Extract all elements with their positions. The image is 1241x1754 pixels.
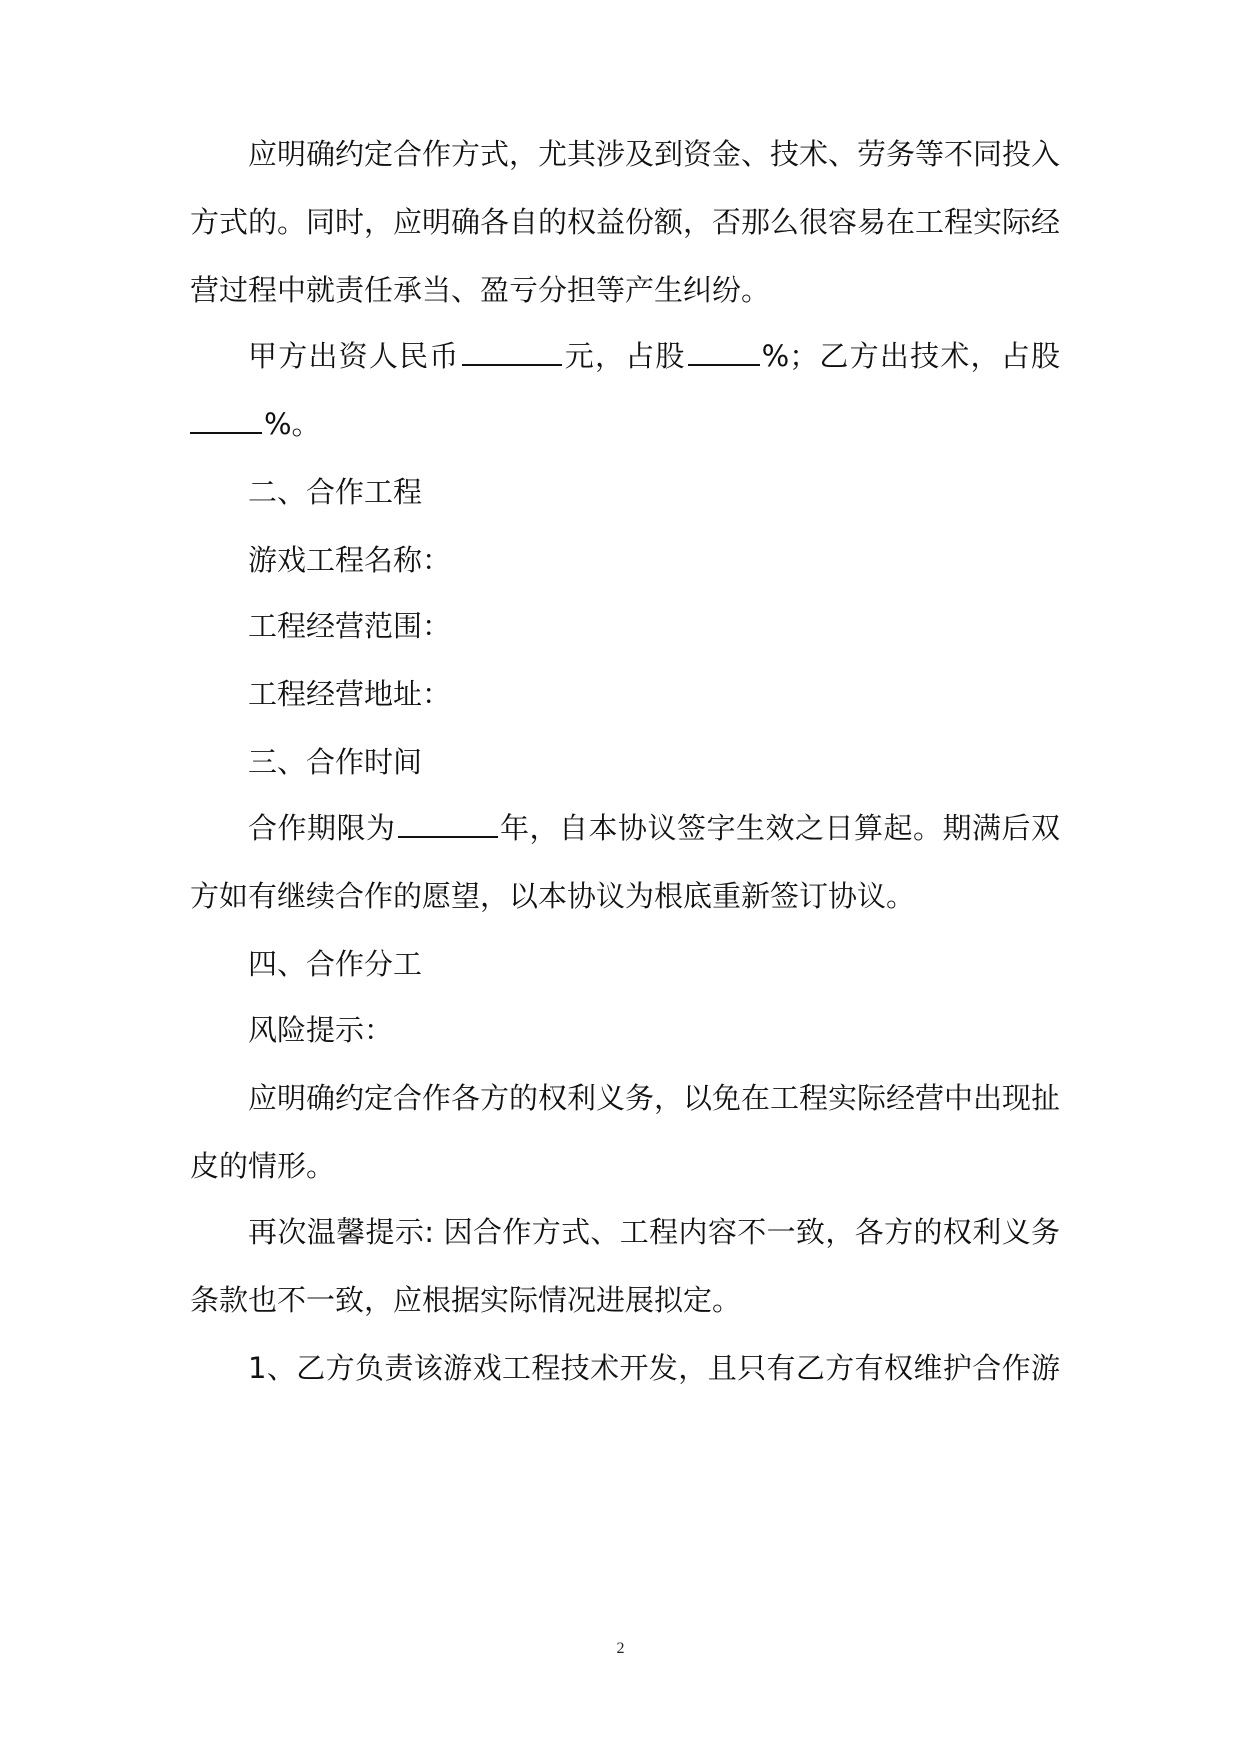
- years-blank: [398, 808, 498, 838]
- term-text-a: 合作期限为: [248, 811, 396, 845]
- section-heading: 四、合作分工: [248, 947, 423, 981]
- field-label-business-scope: 工程经营范围：: [248, 609, 452, 643]
- amount-blank: [462, 336, 562, 366]
- section-heading: 二、合作工程: [248, 475, 423, 509]
- paragraph-line: 皮的情形。: [190, 1149, 336, 1183]
- share-blank-b: [190, 404, 262, 434]
- paragraph-line: 方如有继续合作的愿望，以本协议为根底重新签订协议。: [190, 879, 916, 913]
- paragraph-line: 1、乙方负责该游戏工程技术开发，且只有乙方有权维护合作游: [248, 1351, 1060, 1385]
- term-text-b: 年，自本协议签字生效之日算起。期满后双: [499, 811, 1060, 845]
- paragraph-line: 方式的。同时，应明确各自的权益份额，否那么很容易在工程实际经: [190, 205, 1061, 239]
- share-text: %。: [264, 407, 321, 441]
- paragraph-line: 条款也不一致，应根据实际情况进展拟定。: [190, 1283, 742, 1317]
- section-heading: 三、合作时间: [248, 745, 423, 779]
- investment-text-a: 甲方出资人民币: [248, 339, 460, 373]
- page-number: 2: [616, 1640, 625, 1657]
- paragraph-line: 应明确约定合作各方的权利义务，以免在工程实际经营中出现扯: [248, 1081, 1061, 1115]
- investment-text-c: %；乙方出技术，占股: [761, 339, 1060, 373]
- share-line: [190, 404, 1060, 444]
- share-blank-a: [688, 336, 760, 366]
- investment-line: [248, 336, 1060, 376]
- paragraph-line: 营过程中就责任承当、盈亏分担等产生纠纷。: [190, 273, 771, 307]
- field-label-business-address: 工程经营地址：: [248, 677, 452, 711]
- risk-heading: 风险提示：: [248, 1013, 394, 1047]
- term-line: [248, 808, 1060, 848]
- paragraph-line: 再次温馨提示: 因合作方式、工程内容不一致，各方的权利义务: [248, 1215, 1060, 1249]
- paragraph-line: 应明确约定合作方式，尤其涉及到资金、技术、劳务等不同投入: [248, 137, 1061, 171]
- field-label-project-name: 游戏工程名称：: [248, 543, 452, 577]
- investment-text-b: 元，占股: [563, 339, 686, 373]
